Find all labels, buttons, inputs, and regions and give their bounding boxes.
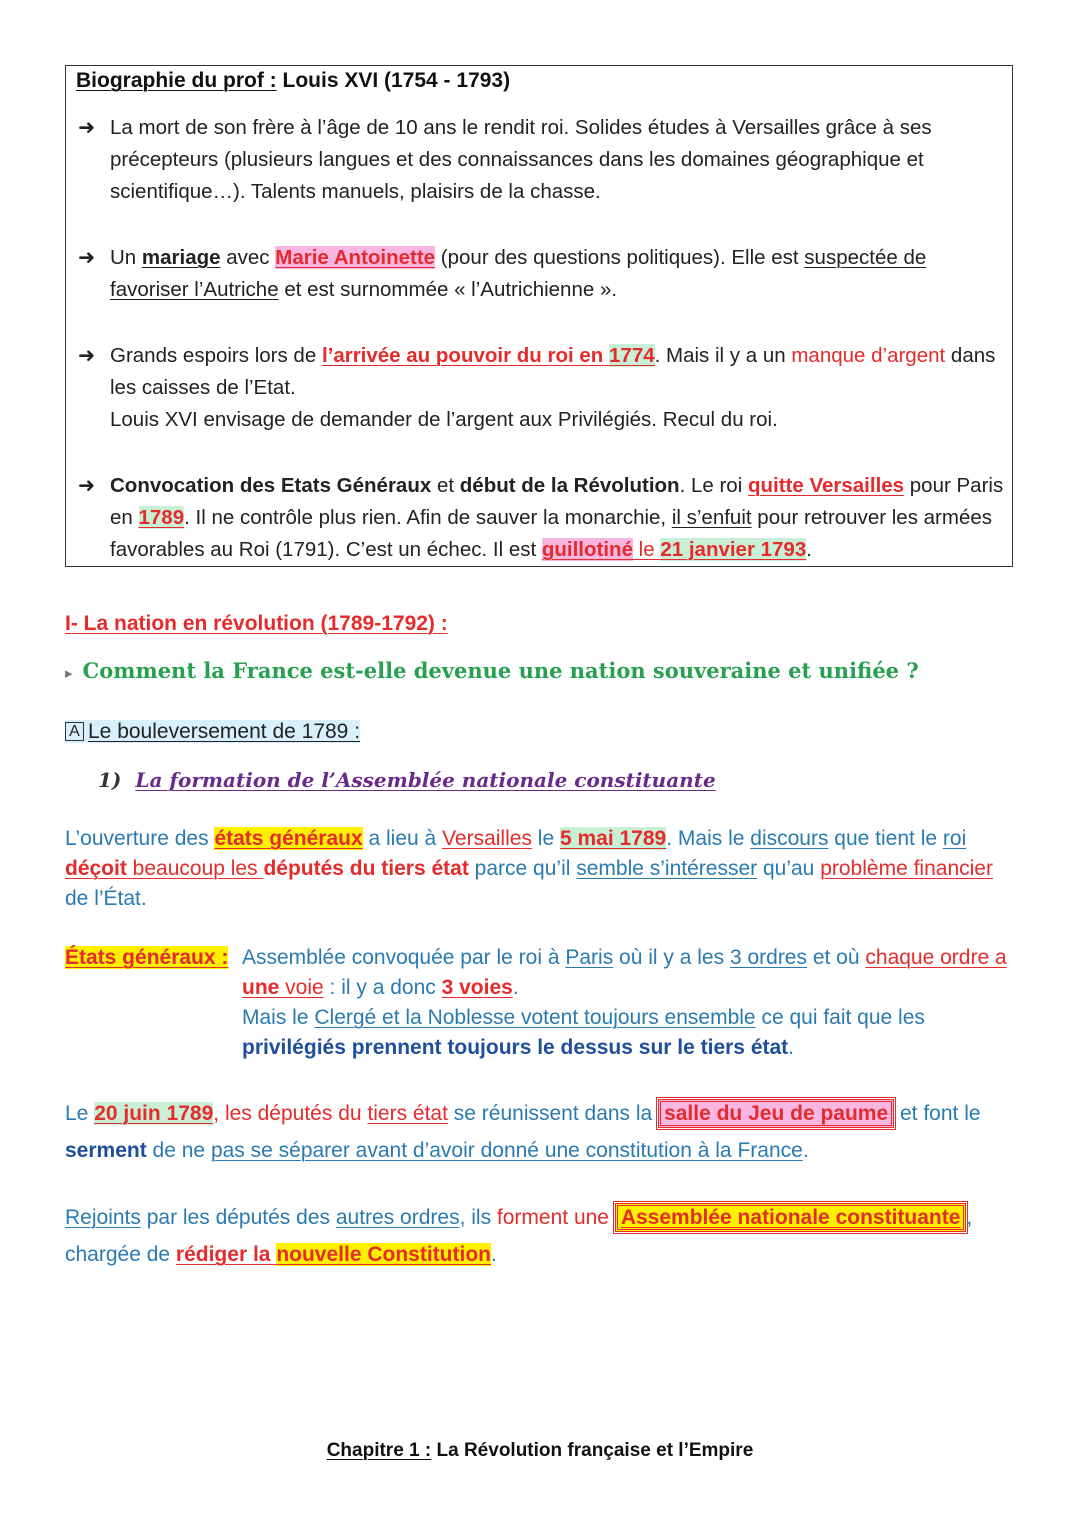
subsection-1: 1) La formation de l’Assemblée nationale constituante — [98, 768, 716, 792]
biography-label: Biographie du prof : — [76, 69, 277, 92]
biography-title-text: Louis XVI (1754 - 1793) — [282, 69, 511, 92]
biography-text-1: La mort de son frère à l’âge de 10 ans le rendit roi. Solides études à Versailles grâce à ses précepteurs (plusieurs langues et des connaissances dans les domaines géographique et scientifique…). Talents manuels, plaisirs de la chasse. — [110, 116, 932, 203]
biography-item-3 — [78, 340, 1004, 436]
biography-text-4: Convocation des Etats Généraux et début de la Révolution. Le roi quitte Versailles pour Paris en 1789. Il ne contrôle plus rien. Afin de sauver la monarchie, il s’enfuit pour retrouver les armées favorables au Roi (1791). C’est un échec. Il est guillotiné le 21 janvier 1793. — [110, 474, 1004, 561]
definition-text: Assemblée convoquée par le roi à Paris où il y a les 3 ordres et où chaque ordre a une voie : il y a donc 3 voies. Mais le Clergé et la Noblesse votent toujours ensemble ce qui fait que les privilégiés prennent toujours le dessus sur le tiers état. — [242, 946, 1007, 1059]
definition-term: États généraux : — [65, 946, 229, 969]
paragraph-assemblee: Rejoints par les députés des autres ordres, ils forment une Assemblée nationale constituante , chargée de rédiger la nouvelle Constitution. — [65, 1199, 1020, 1273]
section-title: I- La nation en révolution (1789-1792) : — [65, 612, 448, 635]
highlight-box: salle du Jeu de paume — [658, 1099, 894, 1128]
paragraph-ouverture: L’ouverture des états généraux a lieu à Versailles le 5 mai 1789. Mais le discours que tient le roi déçoit beaucoup les députés du tiers état parce qu’il semble s’intéresser qu’au problème financier de l’État. — [65, 827, 993, 910]
section-question: ▸ Comment la France est-elle devenue une nation souveraine et unifiée ? — [65, 658, 919, 683]
biography-text-2: Un mariage avec Marie Antoinette (pour des questions politiques). Elle est suspectée de favoriser l’Autriche et est surnommée « l’Autrichienne ». — [110, 246, 927, 301]
letter-box: A — [65, 722, 84, 741]
arrow-icon: ➜ — [78, 474, 96, 497]
biography-item-4 — [78, 470, 1004, 566]
arrow-icon: ➜ — [78, 116, 96, 139]
arrow-icon: ➜ — [78, 344, 96, 367]
chapter-footer: Chapitre 1 : La Révolution française et l’Empire — [326, 1440, 754, 1461]
biography-box — [65, 65, 1013, 567]
triangle-bullet-icon: ▸ — [65, 664, 73, 682]
biography-item-1 — [78, 112, 1004, 208]
subsection-a: A Le bouleversement de 1789 : — [65, 720, 360, 744]
biography-text-3: Grands espoirs lors de l’arrivée au pouvoir du roi en 1774. Mais il y a un manque d’argent dans les caisses de l’Etat. Louis XVI envisage de demander de l’argent aux Privilégiés. Recul du roi. — [110, 344, 996, 431]
paragraph-serment: Le 20 juin 1789, les députés du tiers état se réunissent dans la salle du Jeu de paume et font le serment de ne pas se séparer avant d’avoir donné une constitution à la France. — [65, 1095, 1020, 1169]
highlight-box: Assemblée nationale constituante — [615, 1203, 967, 1232]
arrow-icon: ➜ — [78, 246, 96, 269]
biography-item-2 — [78, 242, 1004, 306]
biography-title — [76, 69, 510, 93]
